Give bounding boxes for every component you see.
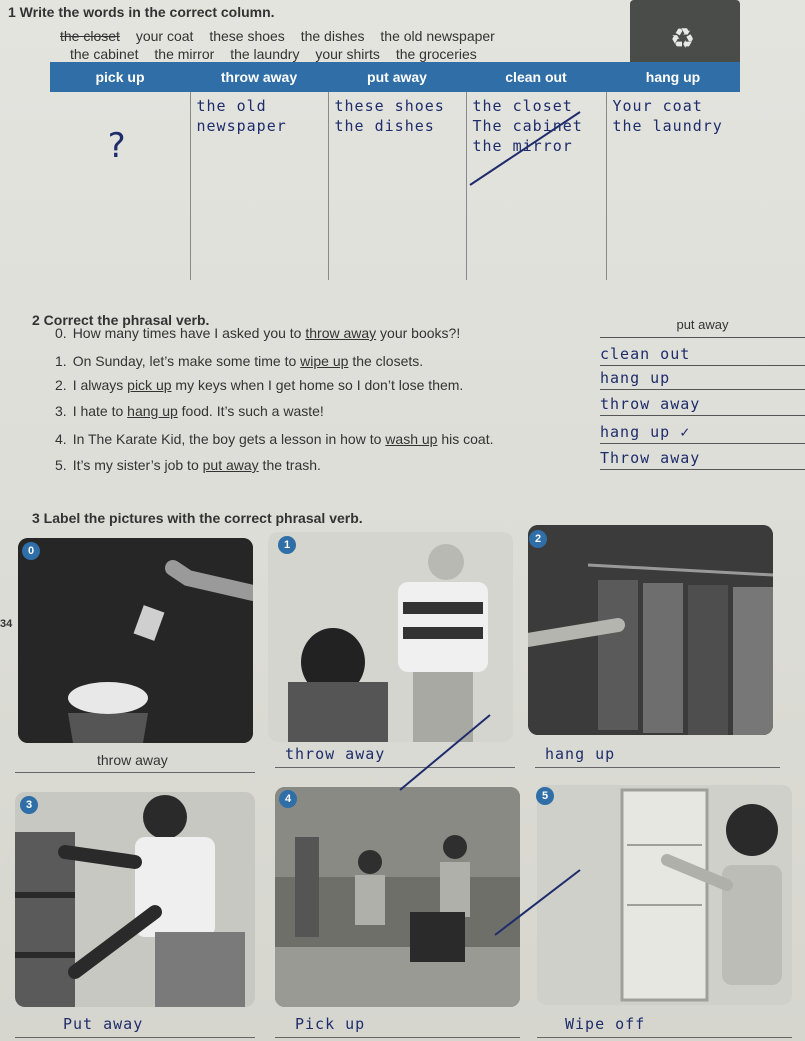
word-chip: your coat	[135, 28, 194, 44]
handwritten-answer: these shoes	[334, 97, 445, 115]
column-header: clean out	[466, 62, 606, 92]
phrasal-verb: throw away	[305, 325, 377, 341]
sentence-start: I hate to	[72, 403, 128, 419]
word-chip: the dishes	[300, 28, 365, 44]
answer-blank[interactable]: throw away	[600, 395, 805, 416]
picture-number-badge: 1	[278, 536, 296, 554]
sentence-end: the closets.	[348, 353, 424, 369]
picture-number-badge: 5	[536, 787, 554, 805]
sentence-end: your books?!	[376, 325, 461, 341]
answer-blank[interactable]: hang up	[600, 369, 805, 390]
recycle-icon: ♻	[670, 23, 696, 54]
item-number: 2.	[55, 377, 67, 393]
exercise1-title: 1 Write the words in the correct column.	[8, 4, 275, 20]
sentence-start: On Sunday, let’s make some time to	[72, 353, 301, 369]
handwritten-answer: the dishes	[334, 117, 435, 135]
sentence-start: How many times have I asked you to	[72, 325, 306, 341]
handwritten-answer: newspaper	[196, 117, 287, 135]
sentence-start: In The Karate Kid, the boy gets a lesson in how to	[72, 431, 386, 447]
exercise2-title: 2 Correct the phrasal verb.	[32, 312, 210, 328]
handwritten-answer: throw away	[285, 745, 386, 763]
column-header: throw away	[190, 62, 328, 92]
handwritten-answer: the mirror	[472, 137, 573, 155]
sentence-start: I always	[72, 377, 128, 393]
handwritten-answer: Your coat	[612, 97, 703, 115]
sentence-end: his coat.	[437, 431, 494, 447]
item-number: 4.	[55, 431, 67, 447]
handwritten-answer: the old	[196, 97, 267, 115]
answer-blank[interactable]: put away	[600, 317, 805, 338]
phrasal-verb: pick up	[127, 377, 172, 393]
handwritten-answer: the laundry	[612, 117, 723, 135]
word-chip: your shirts	[315, 46, 380, 62]
handwritten-answer: The cabinet	[472, 117, 583, 135]
phrasal-verb: hang up	[127, 403, 178, 419]
picture-number-badge: 0	[22, 542, 40, 560]
word-chip: the closet	[60, 28, 120, 44]
word-chip: these shoes	[209, 28, 285, 44]
item-number: 0.	[55, 325, 67, 341]
word-chip: the old newspaper	[380, 28, 495, 44]
exercise3-title: 3 Label the pictures with the correct phrasal verb.	[32, 510, 363, 526]
column-header: put away	[328, 62, 466, 92]
item-number: 3.	[55, 403, 67, 419]
answer-blank[interactable]: hang up ✓	[600, 423, 805, 444]
column-header: pick up	[50, 62, 190, 92]
handwritten-answer: the closet	[472, 97, 573, 115]
word-chip: the laundry	[230, 46, 300, 62]
handwritten-answer: hang up	[545, 745, 616, 763]
word-chip: the groceries	[395, 46, 477, 62]
word-chip: the mirror	[154, 46, 215, 62]
item-number: 5.	[55, 457, 67, 473]
word-chip: the cabinet	[70, 46, 139, 62]
handwritten-answer: Wipe off	[565, 1015, 646, 1033]
page-number: 34	[0, 618, 13, 630]
handwritten-answer: Pick up	[295, 1015, 366, 1033]
handwritten-answer: Put away	[63, 1015, 144, 1033]
column-header: hang up	[606, 62, 740, 92]
phrasal-verb: wipe up	[300, 353, 349, 369]
printed-answer: throw away	[97, 752, 168, 768]
sentence-end: my keys when I get home so I don’t lose them.	[171, 377, 464, 393]
answer-blank[interactable]: Throw away	[600, 449, 805, 470]
sentence-start: It’s my sister’s job to	[72, 457, 203, 473]
picture-number-badge: 3	[20, 796, 38, 814]
answer-blank[interactable]: clean out	[600, 345, 805, 366]
sentence-end: the trash.	[258, 457, 321, 473]
phrasal-verb: put away	[202, 457, 259, 473]
picture-number-badge: 4	[279, 790, 297, 808]
item-number: 1.	[55, 353, 67, 369]
phrasal-verb: wash up	[385, 431, 438, 447]
handwritten-answer: ?	[106, 126, 128, 166]
picture-number-badge: 2	[529, 530, 547, 548]
sentence-end: food. It’s such a waste!	[177, 403, 324, 419]
